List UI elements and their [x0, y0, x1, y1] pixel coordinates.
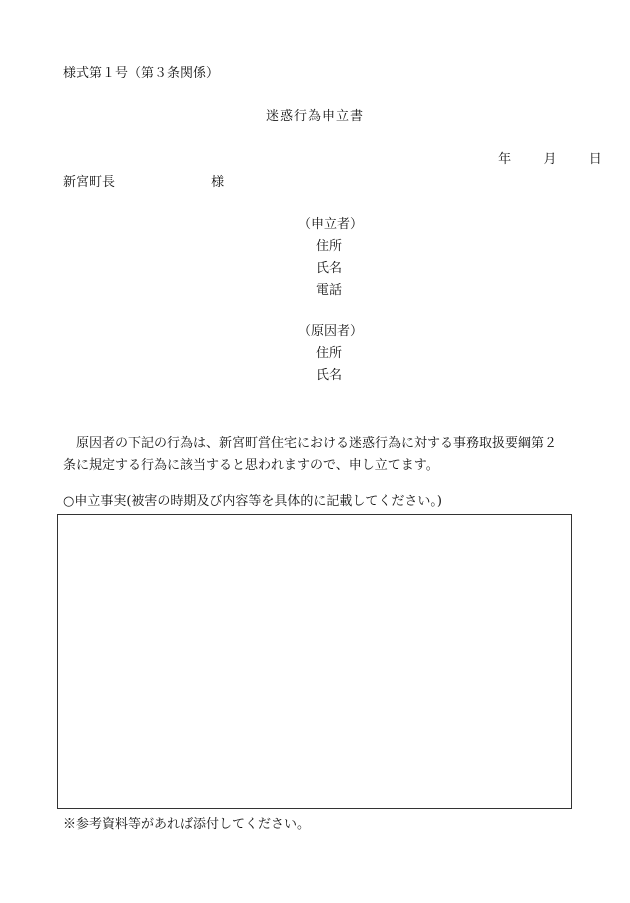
- form-number: 様式第１号（第３条関係）: [63, 66, 220, 81]
- cause-party-heading: （原因者）: [298, 324, 364, 339]
- addressee-name: 新宮町長: [63, 175, 116, 190]
- cause-party-name-label: 氏名: [316, 368, 343, 383]
- applicant-name-label: 氏名: [316, 261, 343, 276]
- applicant-heading: （申立者）: [298, 217, 364, 232]
- addressee: [63, 176, 224, 189]
- date-line: [470, 153, 602, 166]
- applicant-phone-label: 電話: [316, 283, 343, 298]
- facts-heading: ○申立事実(被害の時期及び内容等を具体的に記載してください。): [63, 494, 442, 509]
- attachment-note: ※参考資料等があれば添付してください。: [63, 817, 311, 832]
- facts-entry-box[interactable]: [57, 514, 572, 809]
- year-label: 年: [498, 152, 512, 167]
- applicant-address-label: 住所: [316, 239, 343, 254]
- month-label: 月: [543, 152, 557, 167]
- cause-party-address-label: 住所: [316, 346, 343, 361]
- document-title: 迷惑行為申立書: [265, 109, 364, 124]
- day-label: 日: [588, 152, 602, 167]
- statement-line-2: 条に規定する行為に該当すると思われますので、申し立てます。: [63, 458, 439, 473]
- statement-line-1: 原因者の下記の行為は、新宮町営住宅における迷惑行為に対する事務取扱要綱第２: [76, 436, 558, 451]
- addressee-honorific: 様: [211, 175, 225, 190]
- statement-paragraph: [63, 433, 573, 477]
